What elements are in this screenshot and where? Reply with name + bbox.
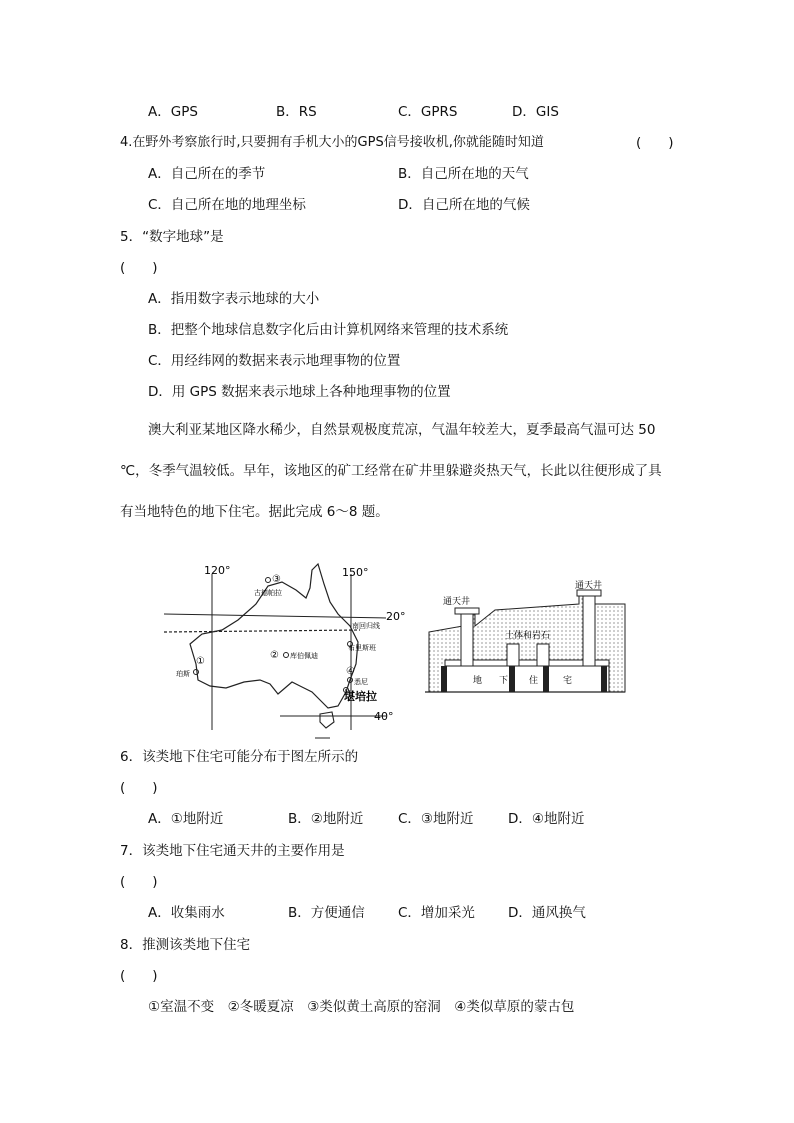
underground-house-diagram [405,582,625,700]
q4-option-a: A．自己所在的季节 [148,166,266,182]
marker-3: ③ [272,574,281,585]
q8-choices-line: ①室温不变 ②冬暖夏凉 ③类似黄土高原的窑洞 ④类似草原的蒙古包 [148,999,575,1015]
q5-option-a: A．指用数字表示地球的大小 [148,291,320,307]
city-canberra: 堪培拉 [344,690,377,703]
q7-answer-paren: ( ) [120,874,158,890]
q4-stem: 4.在野外考察旅行时,只要拥有手机大小的GPS信号接收机,你就能随时知道 [120,135,544,150]
q7-option-b: B．方便通信 [288,905,365,921]
city-kubo: 库伯佩迪 [290,652,318,660]
q3-option-c: C．GPRS [398,104,458,120]
city-brisbane: 布里斯班 [348,644,376,652]
tropic-label: 南回归线 [352,622,380,630]
house-char-3: 住 [529,676,539,686]
lon-120-label: 120° [204,564,231,577]
q4-option-b: B．自己所在地的天气 [398,166,529,182]
q4-answer-paren: ( ) [636,135,674,151]
q6-option-d: D．④地附近 [508,811,585,827]
house-char-1: 地 [473,676,483,686]
q4-option-d: D．自己所在地的气候 [398,197,530,213]
q5-option-d: D．用 GPS 数据来表示地球上各种地理事物的位置 [148,384,451,400]
passage-line-2: ℃，冬季气温较低。早年，该地区的矿工经常在矿井里躲避炎热天气，长此以往便形成了具 [120,463,662,479]
q6-answer-paren: ( ) [120,780,158,796]
q3-option-d: D．GIS [512,104,559,120]
city-sydney: 悉尼 [354,678,368,686]
passage-line-1: 澳大利亚某地区降水稀少，自然景观极度荒凉，气温年较差大，夏季最高气温可达 50 [148,422,656,438]
australia-map [160,560,406,740]
city-perth: 珀斯 [176,670,190,678]
q5-answer-paren: ( ) [120,260,158,276]
q5-stem: 5．“数字地球”是 [120,229,224,245]
rock-label: 土体和岩石 [505,631,551,641]
q6-option-c: C．③地附近 [398,811,474,827]
q8-stem: 8．推测该类地下住宅 [120,937,251,953]
q6-option-b: B．②地附近 [288,811,364,827]
shaft-label-right: 通天井 [575,581,603,591]
marker-4: ④ [346,666,355,677]
lat-40-label: 40° [374,710,394,723]
shaft-label-left: 通天井 [443,597,471,607]
q3-option-a: A．GPS [148,104,198,120]
q5-option-c: C．用经纬网的数据来表示地理事物的位置 [148,353,401,369]
q7-option-d: D．通风换气 [508,905,586,921]
q6-stem: 6．该类地下住宅可能分布于图左所示的 [120,749,359,765]
q6-option-a: A．①地附近 [148,811,224,827]
house-char-4: 宅 [563,676,573,686]
q8-answer-paren: ( ) [120,968,158,984]
house-char-2: 下 [499,676,509,686]
city-gedeboa: 古德帕拉 [254,589,282,597]
marker-2: ② [270,650,279,661]
lon-150-label: 150° [342,566,369,579]
marker-1: ① [196,656,205,667]
q4-option-c: C．自己所在地的地理坐标 [148,197,306,213]
lat-20-label: 20° [386,610,406,623]
q7-option-a: A．收集雨水 [148,905,225,921]
q3-option-b: B．RS [276,104,317,120]
q7-option-c: C．增加采光 [398,905,475,921]
passage-line-3: 有当地特色的地下住宅。据此完成 6～8 题。 [120,504,389,520]
q5-option-b: B．把整个地球信息数字化后由计算机网络来管理的技术系统 [148,322,509,338]
q7-stem: 7．该类地下住宅通天井的主要作用是 [120,843,345,859]
